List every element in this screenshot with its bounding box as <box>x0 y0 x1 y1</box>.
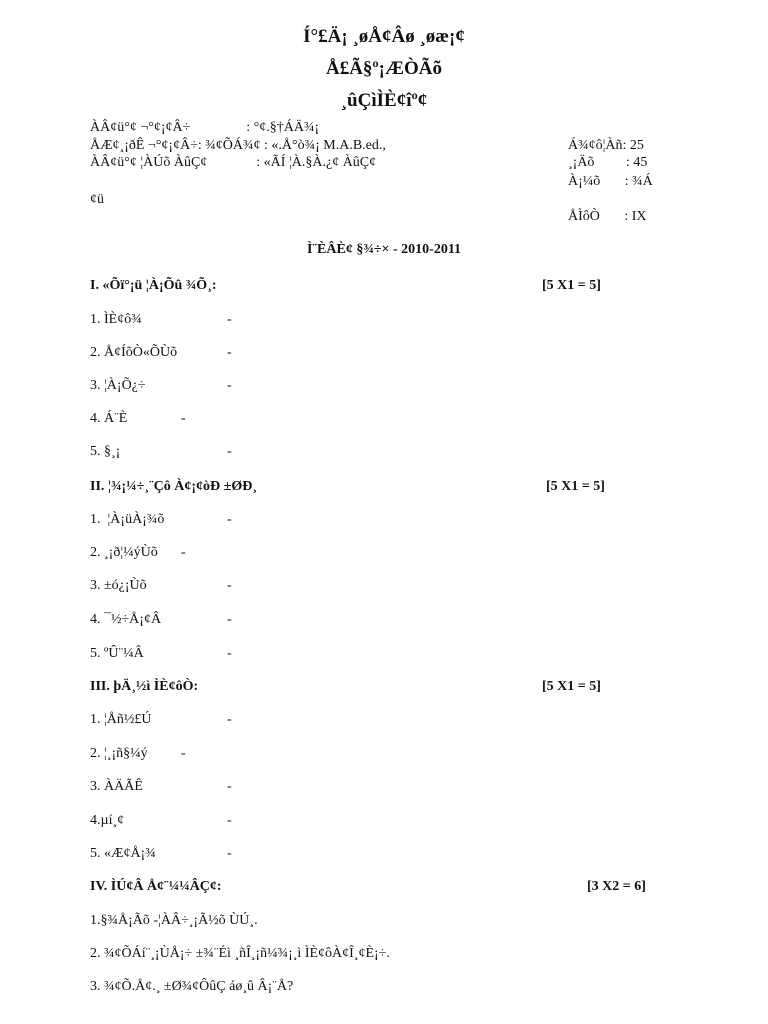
answer-blank: - <box>181 746 186 761</box>
meta-guide: ÅÆ¢¸¡ðÊ ¬°¢¡¢Â÷: ¾¢ÕÁ¾¢ : «.Å°ò¾¡ M.A.B.ed., <box>90 138 386 153</box>
answer-blank: - <box>227 712 232 727</box>
section-1-item-3: 3. ¦À¡Õ¿÷ <box>90 378 146 393</box>
district-name: Å£Ã§º¡ÆÒÃõ <box>325 58 443 79</box>
section-4-item-2: 2. ¾¢ÕÁí¨¸¡ÙÅ¡÷ ±¾¨Éì ¸ñÎ¸¡ñ¼¾¡¸ì ÌÈ¢ôÀ¢Î¸¢È¡÷. <box>90 946 390 961</box>
section-4-item-3: 3. ¾¢Õ.Å¢.¸ ±Ø¾¢ÔûÇ áø¸û Â¡¨Å? <box>90 979 294 994</box>
answer-blank: - <box>227 813 232 828</box>
meta-subject: À¡¼õ : ¾Á <box>568 174 653 189</box>
meta-teacher: ÀÂ¢ü°¢ ¬°¢¡¢Â÷ : °¢.§†ÁÄ¾¡ <box>90 120 320 135</box>
exam-year-title: Ì¨ÈÂÈ¢ §¾÷× - 2010-2011 <box>306 242 462 257</box>
section-1-item-5: 5. §¸¡ <box>90 444 121 459</box>
section-3-heading: III. þÄ¸½ì ÌÈ¢ôÒ: <box>90 679 199 694</box>
answer-blank: - <box>227 578 232 593</box>
answer-blank: - <box>227 345 232 360</box>
answer-blank: - <box>181 545 186 560</box>
section-2-marks: [5 X1 = 5] <box>546 479 605 494</box>
meta-time: ¸¡Äõ : 45 <box>568 155 648 170</box>
section-2-heading: II. ¦¾¡¼÷¸¨Çô À¢¡¢òÐ ±ØÐ¸ <box>90 479 257 494</box>
section-1-item-4: 4. Á¨È <box>90 411 128 426</box>
answer-blank: - <box>227 312 232 327</box>
section-4-heading: IV. ÌÚ¢Â Å¢¨¼¼ÂÇ¢: <box>90 879 222 894</box>
meta-extra: ¢ü <box>90 192 104 207</box>
meta-school: ÀÂ¢ü°¢ ¦ÀÚõ ÀûÇ¢ : «ÃÍ ¦À.§À.¿¢ ÀûÇ¢ <box>90 155 377 170</box>
section-3-item-4: 4.µí¸¢ <box>90 813 125 828</box>
section-3-item-5: 5. «Æ¢Å¡¾ <box>90 846 156 861</box>
answer-blank: - <box>181 411 186 426</box>
section-3-item-2: 2. ¦¸¡ñ§¼ý <box>90 746 148 761</box>
section-4-item-1: 1.§¾Å¡Ãõ -¦ÀÂ÷¸¡Ã½õ ÙÚ¸. <box>90 913 258 928</box>
answer-blank: - <box>227 444 232 459</box>
section-3-marks: [5 X1 = 5] <box>542 679 601 694</box>
answer-blank: - <box>227 779 232 794</box>
answer-blank: - <box>227 612 232 627</box>
exam-name: ¸ûÇìÌÈ¢îº¢ <box>340 90 428 111</box>
section-1-marks: [5 X1 = 5] <box>542 278 601 293</box>
section-2-item-3: 3. ±ó¿¡Ùõ <box>90 578 147 593</box>
answer-blank: - <box>227 846 232 861</box>
section-3-item-1: 1. ¦Åñ½£Ú <box>90 712 152 727</box>
section-2-item-5: 5. ºÛ¨¼Â <box>90 646 144 661</box>
section-1-item-2: 2. Å¢ÍõÒ«ÕÙõ <box>90 345 178 360</box>
section-2-item-1: 1. ¦À¡üÀ¡¾õ <box>90 512 165 527</box>
answer-blank: - <box>227 646 232 661</box>
meta-marks: Á¾¢ô¦Àñ: 25 <box>568 138 644 153</box>
section-1-heading: I. «Õï°¡ü ¦À¡Õû ¾Õ¸: <box>90 278 217 293</box>
school-name: Í°£Ä¡ ¸øÅ¢Âø ¸øæ¡¢ <box>303 26 465 47</box>
answer-blank: - <box>227 378 232 393</box>
section-4-marks: [3 X2 = 6] <box>587 879 646 894</box>
meta-class: ÅÌôÒ : IX <box>568 209 647 224</box>
section-2-item-4: 4. ¯½÷Å¡¢Â <box>90 612 162 627</box>
section-3-item-3: 3. ÀÄÃÊ <box>90 779 143 794</box>
section-2-item-2: 2. ¸¡ð¦¼ýÙõ <box>90 545 158 560</box>
section-1-item-1: 1. ÌÈ¢ô¾ <box>90 312 142 327</box>
answer-blank: - <box>227 512 232 527</box>
